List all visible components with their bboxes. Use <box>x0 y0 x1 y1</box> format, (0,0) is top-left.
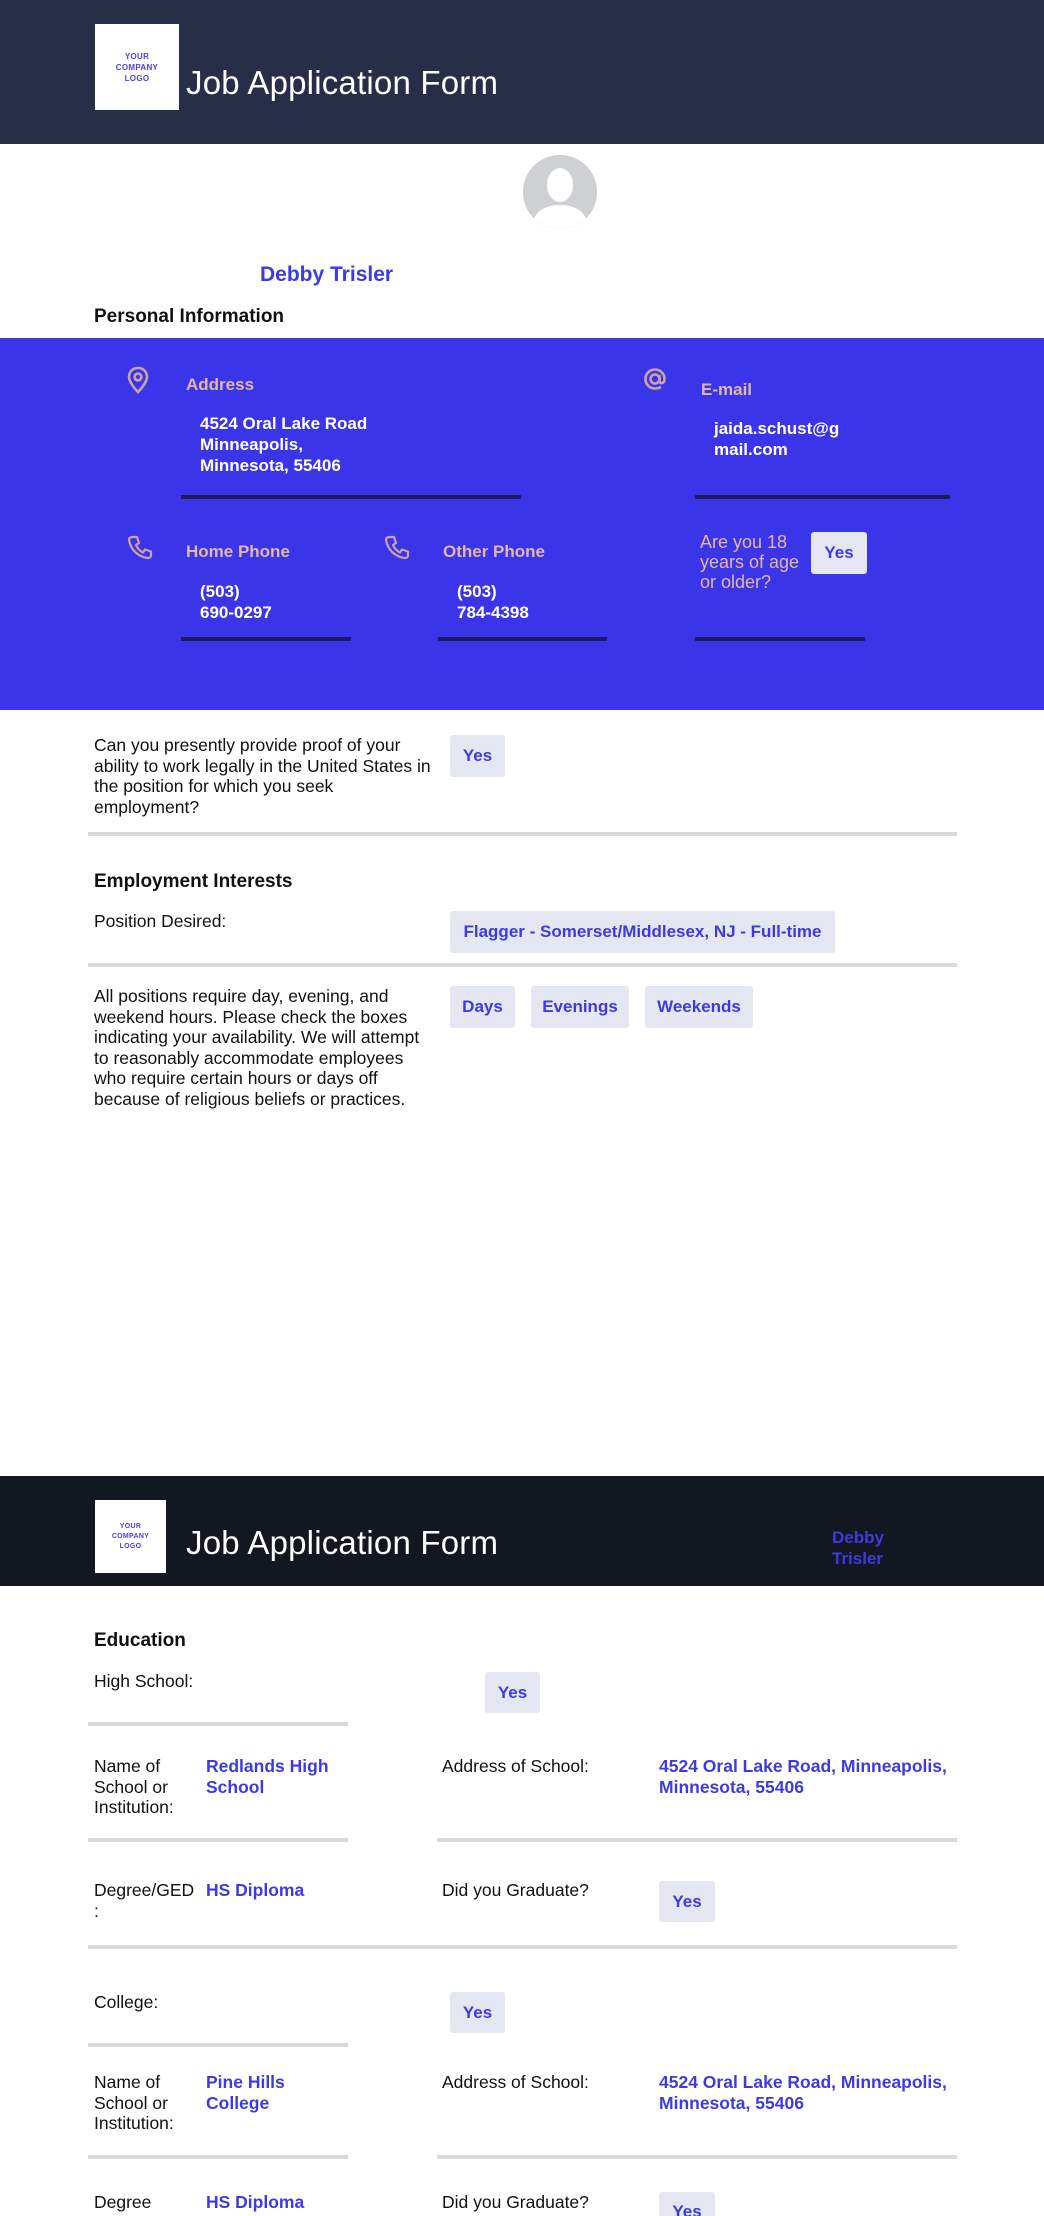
email-line: jaida.schust@g <box>714 419 840 438</box>
college-graduate-label: Did you Graduate? <box>442 2192 589 2212</box>
divider <box>88 2155 348 2159</box>
hs-graduate-answer-chip[interactable]: Yes <box>659 1881 715 1922</box>
logo-line: YOUR <box>119 1522 142 1530</box>
company-logo <box>95 1500 166 1573</box>
age-question-line: years of age <box>700 552 800 572</box>
college-degree-label: Degree <box>94 2192 152 2212</box>
college-address-label: Address of School: <box>442 2072 589 2092</box>
at-sign-icon <box>642 366 668 399</box>
college-graduate-answer-chip[interactable]: Yes <box>659 2192 715 2216</box>
location-pin-icon <box>126 366 150 401</box>
value-line: 4524 Oral Lake Road, Minneapolis, <box>659 2072 947 2092</box>
college-name-value <box>206 2072 285 2114</box>
availability-text <box>94 986 444 1109</box>
college-name-label <box>94 2072 174 2134</box>
divider <box>88 2043 348 2047</box>
high-school-label: High School: <box>94 1671 194 1691</box>
hs-address-label: Address of School: <box>442 1756 589 1776</box>
hs-graduate-label: Did you Graduate? <box>442 1880 589 1900</box>
personal-info-panel <box>0 338 1044 710</box>
age-answer-chip[interactable]: Yes <box>811 532 867 574</box>
college-address-value <box>659 2072 947 2114</box>
other-phone-value <box>457 581 529 623</box>
education-heading: Education <box>94 1630 186 1651</box>
phone-icon <box>384 534 410 567</box>
question-line: Can you presently provide proof of your <box>94 735 401 755</box>
value-line: Redlands High <box>206 1756 329 1776</box>
age-question-line: Are you 18 <box>700 532 788 552</box>
applicant-name: Debby Trisler <box>260 263 394 286</box>
work-proof-question <box>94 735 444 817</box>
address-underline <box>181 495 521 499</box>
address-line: 4524 Oral Lake Road <box>200 414 368 433</box>
value-line: School <box>206 1777 265 1797</box>
value-line: Minnesota, 55406 <box>659 1777 804 1797</box>
email-value <box>714 418 839 460</box>
label-line: Name of <box>94 1756 161 1776</box>
email-label: E-mail <box>701 380 753 399</box>
divider <box>437 1838 957 1842</box>
question-line: employment? <box>94 796 200 817</box>
address-label: Address <box>186 375 255 394</box>
hs-address-value <box>659 1756 947 1798</box>
high-school-answer-chip[interactable]: Yes <box>485 1672 540 1713</box>
other-phone-underline <box>438 637 607 641</box>
label-line: : <box>94 1900 99 1921</box>
home-phone-label: Home Phone <box>186 542 290 561</box>
logo-line: COMPANY <box>111 1532 150 1540</box>
email-line: mail.com <box>714 440 788 459</box>
person-silhouette-icon <box>523 155 597 229</box>
question-line: the position for which you seek <box>94 776 334 796</box>
applicant-name <box>832 1527 884 1569</box>
position-chip[interactable]: Flagger - Somerset/Middlesex, NJ - Full-time <box>450 911 835 953</box>
divider <box>88 1838 348 1842</box>
company-logo <box>95 24 179 110</box>
college-answer-chip[interactable]: Yes <box>450 1992 505 2033</box>
availability-line: who require certain hours or days off <box>94 1068 378 1088</box>
availability-line: indicating your availability. We will attempt <box>94 1027 420 1047</box>
other-phone-line: (503) <box>457 582 497 601</box>
logo-line: LOGO <box>119 1542 142 1550</box>
age-question <box>700 532 799 592</box>
college-label: College: <box>94 1992 159 2012</box>
availability-days-chip[interactable]: Days <box>450 986 515 1028</box>
hs-degree-label <box>94 1880 194 1921</box>
value-line: Pine Hills <box>206 2072 285 2092</box>
question-line: ability to work legally in the United States in <box>94 755 431 776</box>
age-underline <box>695 637 865 641</box>
hs-name-value <box>206 1756 329 1798</box>
college-degree-value: HS Diploma <box>206 2192 305 2212</box>
availability-line: to reasonably accommodate employees <box>94 1047 404 1068</box>
logo-line: LOGO <box>124 73 150 83</box>
hs-degree-value: HS Diploma <box>206 1880 305 1900</box>
value-line: 4524 Oral Lake Road, Minneapolis, <box>659 1756 947 1776</box>
home-phone-underline <box>181 637 351 641</box>
position-label: Position Desired: <box>94 911 227 931</box>
form-title: Job Application Form <box>186 1524 499 1561</box>
logo-line: COMPANY <box>115 62 159 72</box>
availability-line: All positions require day, evening, and <box>94 986 389 1006</box>
employment-heading: Employment Interests <box>94 871 293 892</box>
divider <box>88 1945 957 1949</box>
availability-line: weekend hours. Please check the boxes <box>94 1006 408 1027</box>
divider <box>88 832 957 836</box>
divider <box>88 963 957 967</box>
availability-evenings-chip[interactable]: Evenings <box>531 986 629 1028</box>
age-question-line: or older? <box>700 572 772 592</box>
label-line: Institution: <box>94 2113 174 2133</box>
other-phone-line: 784-4398 <box>457 603 529 622</box>
form-title: Job Application Form <box>186 64 499 101</box>
address-value <box>200 413 367 476</box>
applicant-name-line: Debby <box>832 1528 884 1547</box>
logo-line: YOUR <box>124 51 150 61</box>
label-line: School or <box>94 1776 168 1797</box>
personal-info-heading: Personal Information <box>94 306 285 327</box>
address-line: Minneapolis, <box>200 435 303 454</box>
label-line: School or <box>94 2092 168 2113</box>
divider <box>437 2155 957 2159</box>
applicant-name-line: Trisler <box>832 1549 884 1568</box>
divider <box>88 1722 348 1726</box>
email-underline <box>695 495 950 499</box>
availability-weekends-chip[interactable]: Weekends <box>645 986 753 1028</box>
work-proof-answer-chip[interactable]: Yes <box>450 735 505 777</box>
home-phone-line: 690-0297 <box>200 603 272 622</box>
home-phone-value <box>200 581 272 623</box>
label-line: Degree/GED <box>94 1880 195 1900</box>
home-phone-line: (503) <box>200 582 240 601</box>
avatar <box>523 155 597 229</box>
value-line: College <box>206 2093 270 2113</box>
availability-line: because of religious beliefs or practices. <box>94 1088 406 1109</box>
address-line: Minnesota, 55406 <box>200 456 341 475</box>
label-line: Name of <box>94 2072 161 2092</box>
hs-name-label <box>94 1756 174 1818</box>
other-phone-label: Other Phone <box>443 542 546 561</box>
phone-icon <box>127 534 153 567</box>
value-line: Minnesota, 55406 <box>659 2093 804 2113</box>
label-line: Institution: <box>94 1797 174 1817</box>
